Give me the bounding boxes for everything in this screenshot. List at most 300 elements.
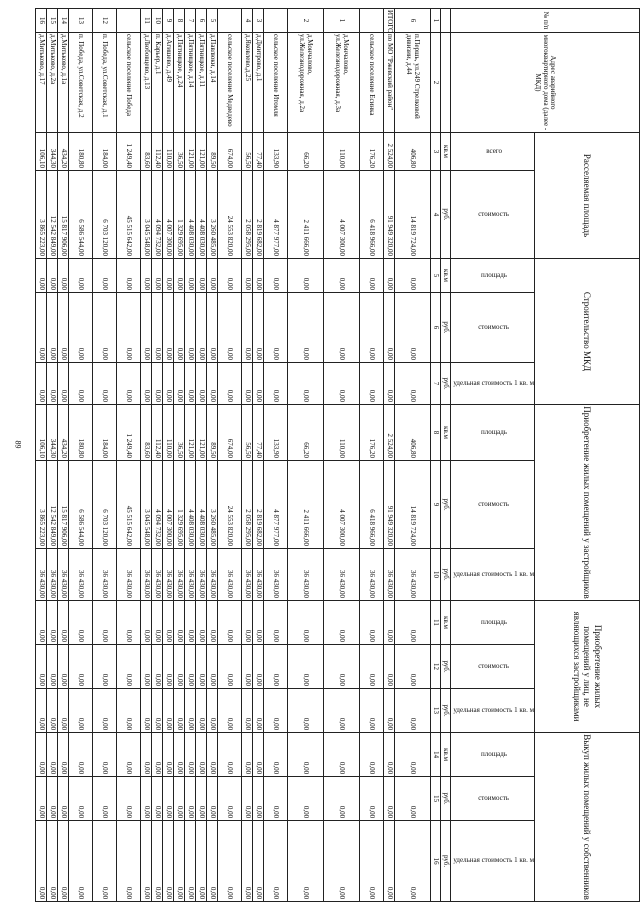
developer-unit-cost-cell: 36 430,00 xyxy=(152,549,163,601)
sub-unit-cost: удельная стоимость 1 кв. м xyxy=(451,363,535,405)
developer-cost-cell: 4 007 300,00 xyxy=(163,461,174,549)
address-cell: д.Мончалово, ул.Железнодорожная, д.2а xyxy=(288,33,324,133)
other-cost-cell: 0,00 xyxy=(36,645,47,689)
area-total-cell: 121,00 xyxy=(196,133,207,171)
table-row xyxy=(36,9,47,902)
table-row xyxy=(185,9,196,902)
area-total-cell: 56,50 xyxy=(242,133,253,171)
developer-cost-cell: 2 819 682,00 xyxy=(253,461,264,549)
buyout-cost-cell: 0,00 xyxy=(207,777,218,821)
area-cost-cell: 4 094 732,00 xyxy=(152,171,163,259)
buyout-unit-cost-cell: 0,00 xyxy=(152,821,163,902)
construction-unit-cost-cell: 0,00 xyxy=(395,363,431,405)
developer-area-cell: 36,50 xyxy=(174,405,185,461)
area-cost-cell: 45 515 642,00 xyxy=(117,171,141,259)
construction-cost-cell: 0,00 xyxy=(196,293,207,363)
developer-area-cell: 112,40 xyxy=(152,405,163,461)
address-cell: д.Митьково, д.1а xyxy=(58,33,69,133)
row-number: 12 xyxy=(93,9,117,33)
address-cell: по МО "Ржевский район" xyxy=(384,33,395,133)
address-cell: д.Пятницкое, д.24 xyxy=(174,33,185,133)
buyout-unit-cost-cell: 0,00 xyxy=(196,821,207,902)
other-area-cell: 0,00 xyxy=(163,601,174,645)
construction-unit-cost-cell: 0,00 xyxy=(117,363,141,405)
developer-cost-cell: 12 542 849,00 xyxy=(47,461,58,549)
construction-cost-cell: 0,00 xyxy=(152,293,163,363)
buyout-area-cell: 0,00 xyxy=(207,733,218,777)
buyout-unit-cost-cell: 0,00 xyxy=(324,821,360,902)
area-total-cell: 121,00 xyxy=(185,133,196,171)
buyout-unit-cost-cell: 0,00 xyxy=(207,821,218,902)
area-total-cell: 83,60 xyxy=(141,133,152,171)
other-unit-cost-cell: 0,00 xyxy=(93,689,117,733)
buyout-unit-cost-cell: 0,00 xyxy=(174,821,185,902)
developer-area-cell: 1 249,40 xyxy=(117,405,141,461)
buyout-cost-cell: 0,00 xyxy=(384,777,395,821)
construction-unit-cost-cell: 0,00 xyxy=(58,363,69,405)
buyout-cost-cell: 0,00 xyxy=(264,777,288,821)
buyout-cost-cell: 0,00 xyxy=(218,777,242,821)
buyout-cost-cell: 0,00 xyxy=(253,777,264,821)
developer-cost-cell: 15 817 906,00 xyxy=(58,461,69,549)
table-row xyxy=(242,9,253,902)
construction-area-cell: 0,00 xyxy=(185,259,196,293)
developer-area-cell: 77,40 xyxy=(253,405,264,461)
developer-cost-cell: 4 877 977,00 xyxy=(264,461,288,549)
address-cell: д.Пятницкое, д.11 xyxy=(196,33,207,133)
buyout-cost-cell: 0,00 xyxy=(174,777,185,821)
developer-area-cell: 66,20 xyxy=(288,405,324,461)
developer-unit-cost-cell: 36 430,00 xyxy=(207,549,218,601)
developer-unit-cost-cell: 36 430,00 xyxy=(58,549,69,601)
table-row xyxy=(207,9,218,902)
other-area-cell: 0,00 xyxy=(185,601,196,645)
developer-area-cell: 121,00 xyxy=(196,405,207,461)
col-index: 16 xyxy=(431,821,441,902)
buyout-area-cell: 0,00 xyxy=(324,733,360,777)
buyout-cost-cell: 0,00 xyxy=(196,777,207,821)
developer-unit-cost-cell: 36 430,00 xyxy=(395,549,431,601)
table-row xyxy=(152,9,163,902)
developer-cost-cell: 3 045 548,00 xyxy=(141,461,152,549)
other-area-cell: 0,00 xyxy=(93,601,117,645)
other-unit-cost-cell: 0,00 xyxy=(163,689,174,733)
construction-area-cell: 0,00 xyxy=(196,259,207,293)
table-row xyxy=(360,9,384,902)
area-cost-cell: 4 408 030,00 xyxy=(185,171,196,259)
buyout-unit-cost-cell: 0,00 xyxy=(47,821,58,902)
sub-unit-cost: удельная стоимость 1 кв. м xyxy=(451,821,535,902)
construction-unit-cost-cell: 0,00 xyxy=(93,363,117,405)
sub-cost: стоимость xyxy=(451,461,535,549)
area-total-cell: 112,40 xyxy=(152,133,163,171)
other-unit-cost-cell: 0,00 xyxy=(264,689,288,733)
other-area-cell: 0,00 xyxy=(117,601,141,645)
construction-cost-cell: 0,00 xyxy=(117,293,141,363)
other-area-cell: 0,00 xyxy=(207,601,218,645)
units-row xyxy=(441,9,451,902)
construction-area-cell: 0,00 xyxy=(242,259,253,293)
buyout-area-cell: 0,00 xyxy=(93,733,117,777)
table-row xyxy=(218,9,242,902)
area-total-cell: 110,00 xyxy=(163,133,174,171)
other-area-cell: 0,00 xyxy=(324,601,360,645)
address-cell: сельское поселение Медведево xyxy=(218,33,242,133)
developer-area-cell: 121,00 xyxy=(185,405,196,461)
developer-cost-cell: 2 411 666,00 xyxy=(288,461,324,549)
buyout-cost-cell: 0,00 xyxy=(288,777,324,821)
address-cell: д.Митьково, д.17 xyxy=(36,33,47,133)
row-number: ИТОГО xyxy=(384,9,395,33)
area-total-cell: 176,20 xyxy=(360,133,384,171)
area-total-cell: 110,00 xyxy=(324,133,360,171)
buyout-unit-cost-cell: 0,00 xyxy=(395,821,431,902)
address-cell: д.Любовцево, д.13 xyxy=(141,33,152,133)
developer-cost-cell: 6 703 120,00 xyxy=(93,461,117,549)
developer-area-cell: 406,80 xyxy=(395,405,431,461)
buyout-unit-cost-cell: 0,00 xyxy=(384,821,395,902)
table-row xyxy=(163,9,174,902)
construction-area-cell: 0,00 xyxy=(152,259,163,293)
construction-area-cell: 0,00 xyxy=(163,259,174,293)
developer-unit-cost-cell: 36 430,00 xyxy=(117,549,141,601)
column-index-row xyxy=(431,9,441,902)
buyout-area-cell: 0,00 xyxy=(288,733,324,777)
other-unit-cost-cell: 0,00 xyxy=(288,689,324,733)
other-cost-cell: 0,00 xyxy=(163,645,174,689)
row-number xyxy=(117,9,141,33)
buyout-cost-cell: 0,00 xyxy=(141,777,152,821)
developer-cost-cell: 3 865 223,00 xyxy=(36,461,47,549)
address-cell: д.Дмитрово, д.1 xyxy=(253,33,264,133)
table-header xyxy=(431,9,640,902)
address-cell: д.Мончалово, ул.Железнодорожная, д.3а xyxy=(324,33,360,133)
buyout-cost-cell: 0,00 xyxy=(152,777,163,821)
row-number: 16 xyxy=(36,9,47,33)
address-cell: д.Павлюки, д.14 xyxy=(207,33,218,133)
developer-area-cell: 56,50 xyxy=(242,405,253,461)
other-area-cell: 0,00 xyxy=(141,601,152,645)
developer-unit-cost-cell: 36 430,00 xyxy=(253,549,264,601)
buyout-area-cell: 0,00 xyxy=(152,733,163,777)
other-unit-cost-cell: 0,00 xyxy=(174,689,185,733)
col-index: 9 xyxy=(431,461,441,549)
table-row xyxy=(384,9,395,902)
sub-cost: стоимость xyxy=(451,645,535,689)
construction-area-cell: 0,00 xyxy=(93,259,117,293)
sub-cost: стоимость xyxy=(451,171,535,259)
construction-unit-cost-cell: 0,00 xyxy=(163,363,174,405)
address-cell: п. Победа, ул.Советская, д.1 xyxy=(93,33,117,133)
construction-unit-cost-cell: 0,00 xyxy=(264,363,288,405)
other-cost-cell: 0,00 xyxy=(185,645,196,689)
header-construction-group: Строительство МКД xyxy=(535,259,640,405)
buyout-cost-cell: 0,00 xyxy=(185,777,196,821)
document-page xyxy=(37,8,640,901)
other-cost-cell: 0,00 xyxy=(253,645,264,689)
table-row xyxy=(141,9,152,902)
buyout-area-cell: 0,00 xyxy=(47,733,58,777)
developer-unit-cost-cell: 36 430,00 xyxy=(360,549,384,601)
housing-relocation-table xyxy=(35,8,640,902)
other-unit-cost-cell: 0,00 xyxy=(69,689,93,733)
construction-area-cell: 0,00 xyxy=(47,259,58,293)
row-number: 14 xyxy=(58,9,69,33)
developer-unit-cost-cell: 36 430,00 xyxy=(47,549,58,601)
buyout-cost-cell: 0,00 xyxy=(36,777,47,821)
construction-unit-cost-cell: 0,00 xyxy=(288,363,324,405)
header-purchase-other-group: Приобретение жилых помещений у лиц, не являющихся застройщиками xyxy=(535,601,640,733)
construction-cost-cell: 0,00 xyxy=(218,293,242,363)
unit-sqm: кв.м xyxy=(441,133,451,171)
other-cost-cell: 0,00 xyxy=(395,645,431,689)
buyout-unit-cost-cell: 0,00 xyxy=(242,821,253,902)
construction-cost-cell: 0,00 xyxy=(47,293,58,363)
construction-cost-cell: 0,00 xyxy=(36,293,47,363)
buyout-unit-cost-cell: 0,00 xyxy=(218,821,242,902)
other-area-cell: 0,00 xyxy=(69,601,93,645)
col-index: 5 xyxy=(431,259,441,293)
area-total-cell: 180,80 xyxy=(69,133,93,171)
area-total-cell: 133,90 xyxy=(264,133,288,171)
table-row xyxy=(47,9,58,902)
buyout-area-cell: 0,00 xyxy=(163,733,174,777)
area-total-cell: 66,20 xyxy=(288,133,324,171)
developer-area-cell: 2 524,00 xyxy=(384,405,395,461)
buyout-cost-cell: 0,00 xyxy=(324,777,360,821)
area-total-cell: 344,30 xyxy=(47,133,58,171)
construction-cost-cell: 0,00 xyxy=(141,293,152,363)
construction-unit-cost-cell: 0,00 xyxy=(207,363,218,405)
buyout-area-cell: 0,00 xyxy=(174,733,185,777)
construction-area-cell: 0,00 xyxy=(69,259,93,293)
other-cost-cell: 0,00 xyxy=(384,645,395,689)
buyout-cost-cell: 0,00 xyxy=(242,777,253,821)
area-cost-cell: 2 058 295,00 xyxy=(242,171,253,259)
unit-sqm: кв.м xyxy=(441,405,451,461)
construction-unit-cost-cell: 0,00 xyxy=(218,363,242,405)
developer-area-cell: 106,10 xyxy=(36,405,47,461)
developer-area-cell: 133,90 xyxy=(264,405,288,461)
developer-cost-cell: 3 260 485,00 xyxy=(207,461,218,549)
col-index: 8 xyxy=(431,405,441,461)
developer-unit-cost-cell: 36 430,00 xyxy=(324,549,360,601)
area-cost-cell: 6 418 966,00 xyxy=(360,171,384,259)
area-cost-cell: 4 877 977,00 xyxy=(264,171,288,259)
other-cost-cell: 0,00 xyxy=(58,645,69,689)
construction-unit-cost-cell: 0,00 xyxy=(141,363,152,405)
construction-unit-cost-cell: 0,00 xyxy=(324,363,360,405)
table-body xyxy=(36,9,431,902)
sub-area: площадь xyxy=(451,259,535,293)
col-index: 3 xyxy=(431,133,441,171)
area-total-cell: 674,00 xyxy=(218,133,242,171)
developer-area-cell: 344,30 xyxy=(47,405,58,461)
area-cost-cell: 6 703 120,00 xyxy=(93,171,117,259)
unit-rub: руб. xyxy=(441,821,451,902)
unit-sqm: кв.м xyxy=(441,601,451,645)
construction-area-cell: 0,00 xyxy=(288,259,324,293)
area-cost-cell: 4 408 030,00 xyxy=(196,171,207,259)
area-cost-cell: 15 817 906,00 xyxy=(58,171,69,259)
row-number: 6 xyxy=(395,9,431,33)
other-unit-cost-cell: 0,00 xyxy=(152,689,163,733)
address-cell: п. Победа, ул.Советская, д.2 xyxy=(69,33,93,133)
table-row xyxy=(264,9,288,902)
row-number: 7 xyxy=(185,9,196,33)
other-cost-cell: 0,00 xyxy=(218,645,242,689)
other-unit-cost-cell: 0,00 xyxy=(395,689,431,733)
construction-cost-cell: 0,00 xyxy=(360,293,384,363)
construction-cost-cell: 0,00 xyxy=(384,293,395,363)
col-index: 4 xyxy=(431,171,441,259)
address-cell: сельское поселение Победа xyxy=(117,33,141,133)
buyout-unit-cost-cell: 0,00 xyxy=(58,821,69,902)
construction-cost-cell: 0,00 xyxy=(264,293,288,363)
buyout-cost-cell: 0,00 xyxy=(360,777,384,821)
buyout-unit-cost-cell: 0,00 xyxy=(288,821,324,902)
col-index: 1 xyxy=(431,9,441,33)
area-total-cell: 1 249,40 xyxy=(117,133,141,171)
area-cost-cell: 91 949 320,00 xyxy=(384,171,395,259)
table-row xyxy=(395,9,431,902)
other-cost-cell: 0,00 xyxy=(47,645,58,689)
construction-cost-cell: 0,00 xyxy=(69,293,93,363)
developer-cost-cell: 4 408 030,00 xyxy=(185,461,196,549)
other-unit-cost-cell: 0,00 xyxy=(58,689,69,733)
other-unit-cost-cell: 0,00 xyxy=(47,689,58,733)
buyout-area-cell: 0,00 xyxy=(395,733,431,777)
area-cost-cell: 6 586 544,00 xyxy=(69,171,93,259)
table-row xyxy=(174,9,185,902)
other-cost-cell: 0,00 xyxy=(196,645,207,689)
developer-area-cell: 110,00 xyxy=(163,405,174,461)
developer-cost-cell: 2 058 295,00 xyxy=(242,461,253,549)
other-area-cell: 0,00 xyxy=(196,601,207,645)
other-area-cell: 0,00 xyxy=(218,601,242,645)
unit-rub: руб. xyxy=(441,549,451,601)
buyout-unit-cost-cell: 0,00 xyxy=(360,821,384,902)
other-area-cell: 0,00 xyxy=(242,601,253,645)
developer-unit-cost-cell: 36 430,00 xyxy=(163,549,174,601)
construction-unit-cost-cell: 0,00 xyxy=(253,363,264,405)
developer-area-cell: 674,00 xyxy=(218,405,242,461)
other-area-cell: 0,00 xyxy=(174,601,185,645)
developer-cost-cell: 1 329 695,00 xyxy=(174,461,185,549)
other-cost-cell: 0,00 xyxy=(117,645,141,689)
buyout-area-cell: 0,00 xyxy=(185,733,196,777)
area-total-cell: 434,20 xyxy=(58,133,69,171)
construction-cost-cell: 0,00 xyxy=(58,293,69,363)
row-number: 11 xyxy=(141,9,152,33)
address-cell: д.Митьково, д.2а xyxy=(47,33,58,133)
other-unit-cost-cell: 0,00 xyxy=(196,689,207,733)
address-cell: д.Пятницкое, д.14 xyxy=(185,33,196,133)
area-cost-cell: 4 007 300,00 xyxy=(324,171,360,259)
area-total-cell: 77,40 xyxy=(253,133,264,171)
row-number: 6 xyxy=(196,9,207,33)
row-number: 9 xyxy=(163,9,174,33)
unit-rub: руб. xyxy=(441,777,451,821)
unit-sqm: кв.м xyxy=(441,733,451,777)
other-cost-cell: 0,00 xyxy=(360,645,384,689)
col-index: 12 xyxy=(431,645,441,689)
buyout-unit-cost-cell: 0,00 xyxy=(93,821,117,902)
other-area-cell: 0,00 xyxy=(253,601,264,645)
buyout-unit-cost-cell: 0,00 xyxy=(117,821,141,902)
area-cost-cell: 1 329 695,00 xyxy=(174,171,185,259)
buyout-area-cell: 0,00 xyxy=(196,733,207,777)
construction-unit-cost-cell: 0,00 xyxy=(36,363,47,405)
area-total-cell: 36,50 xyxy=(174,133,185,171)
buyout-area-cell: 0,00 xyxy=(36,733,47,777)
table-row xyxy=(117,9,141,902)
developer-cost-cell: 24 553 820,00 xyxy=(218,461,242,549)
buyout-area-cell: 0,00 xyxy=(242,733,253,777)
other-area-cell: 0,00 xyxy=(288,601,324,645)
area-cost-cell: 3 260 485,00 xyxy=(207,171,218,259)
col-index: 6 xyxy=(431,293,441,363)
other-unit-cost-cell: 0,00 xyxy=(185,689,196,733)
construction-area-cell: 0,00 xyxy=(117,259,141,293)
developer-cost-cell: 4 007 300,00 xyxy=(324,461,360,549)
other-area-cell: 0,00 xyxy=(395,601,431,645)
developer-unit-cost-cell: 36 430,00 xyxy=(174,549,185,601)
row-number: 5 xyxy=(207,9,218,33)
developer-unit-cost-cell: 36 430,00 xyxy=(288,549,324,601)
buyout-cost-cell: 0,00 xyxy=(69,777,93,821)
developer-cost-cell: 91 949 320,00 xyxy=(384,461,395,549)
construction-unit-cost-cell: 0,00 xyxy=(174,363,185,405)
construction-unit-cost-cell: 0,00 xyxy=(242,363,253,405)
buyout-unit-cost-cell: 0,00 xyxy=(253,821,264,902)
construction-area-cell: 0,00 xyxy=(253,259,264,293)
construction-cost-cell: 0,00 xyxy=(93,293,117,363)
developer-area-cell: 176,20 xyxy=(360,405,384,461)
other-cost-cell: 0,00 xyxy=(93,645,117,689)
row-number: 8 xyxy=(174,9,185,33)
area-total-cell: 2 524,00 xyxy=(384,133,395,171)
row-number: 2 xyxy=(288,9,324,33)
developer-cost-cell: 6 586 544,00 xyxy=(69,461,93,549)
table-row xyxy=(196,9,207,902)
developer-cost-cell: 45 515 642,00 xyxy=(117,461,141,549)
other-cost-cell: 0,00 xyxy=(152,645,163,689)
other-area-cell: 0,00 xyxy=(47,601,58,645)
address-cell: сельское поселение Есинка xyxy=(360,33,384,133)
unit-rub: руб. xyxy=(441,645,451,689)
buyout-area-cell: 0,00 xyxy=(69,733,93,777)
construction-area-cell: 0,00 xyxy=(264,259,288,293)
construction-cost-cell: 0,00 xyxy=(253,293,264,363)
header-purchase-developer-group: Приобретение жилых помещений у застройщиков xyxy=(535,405,640,601)
table-row xyxy=(288,9,324,902)
construction-unit-cost-cell: 0,00 xyxy=(47,363,58,405)
other-unit-cost-cell: 0,00 xyxy=(242,689,253,733)
other-area-cell: 0,00 xyxy=(264,601,288,645)
other-cost-cell: 0,00 xyxy=(288,645,324,689)
area-cost-cell: 3 865 223,00 xyxy=(36,171,47,259)
buyout-unit-cost-cell: 0,00 xyxy=(163,821,174,902)
row-number: 3 xyxy=(253,9,264,33)
construction-unit-cost-cell: 0,00 xyxy=(69,363,93,405)
construction-unit-cost-cell: 0,00 xyxy=(384,363,395,405)
table-row xyxy=(93,9,117,902)
buyout-unit-cost-cell: 0,00 xyxy=(264,821,288,902)
header-area-group: Расселяемая площадь xyxy=(535,133,640,259)
buyout-area-cell: 0,00 xyxy=(384,733,395,777)
buyout-unit-cost-cell: 0,00 xyxy=(69,821,93,902)
